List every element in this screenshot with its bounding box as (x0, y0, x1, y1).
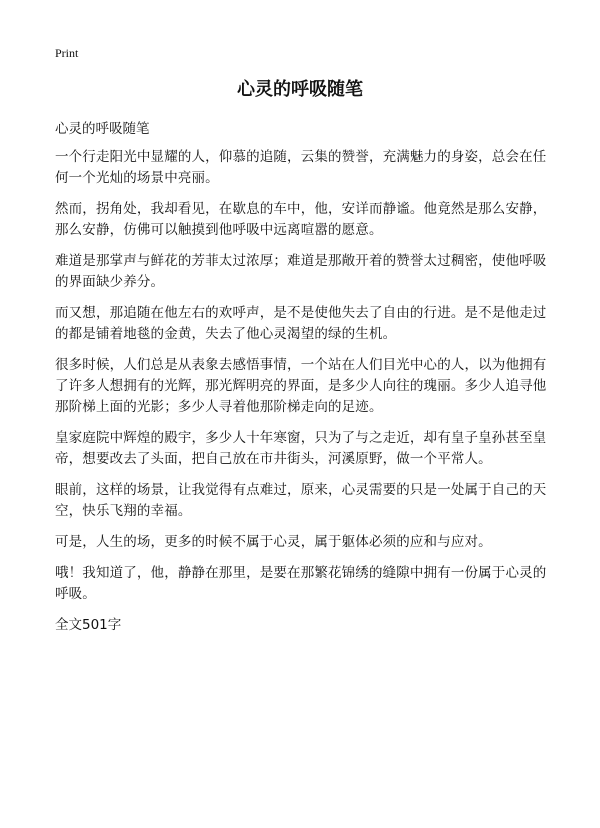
paragraph: 眼前，这样的场景，让我觉得有点难过，原来，心灵需要的只是一处属于自己的天空，快乐飞翔的幸福。 (55, 482, 547, 519)
paragraph: 然而，拐角处，我却看见，在歇息的车中，他，安详而静谧。他竟然是那么安静，那么安静，仿佛可以触摸到他呼吸中远离喧嚣的愿意。 (55, 201, 547, 238)
paragraph: 很多时候，人们总是从表象去感悟事情，一个站在人们目光中心的人，以为他拥有了许多人想拥有的光辉，那光辉明亮的界面，是多少人向往的瑰丽。多少人追寻他那阶梯上面的光影；多少人寻着他那阶梯走向的足迹。 (55, 357, 547, 415)
paragraph: 哦！我知道了，他，静静在那里，是要在那繁花锦绣的缝隙中拥有一份属于心灵的呼吸。 (55, 565, 547, 602)
word-count: 全文501字 (55, 617, 122, 633)
paragraph: 皇家庭院中辉煌的殿宇，多少人十年寒窗，只为了与之走近，却有皇子皇孙甚至皇帝，想要改去了头面，把自己放在市井街头，河溪原野，做一个平常人。 (55, 430, 547, 467)
article-subtitle: 心灵的呼吸随笔 (55, 121, 150, 137)
paragraph: 难道是那掌声与鲜花的芳菲太过浓厚；难道是那敞开着的赞誉太过稠密，使他呼吸的界面缺少养分。 (55, 253, 547, 290)
paragraph: 而又想，那追随在他左右的欢呼声，是不是使他失去了自由的行进。是不是他走过的都是铺着地毯的金黄，失去了他心灵渴望的绿的生机。 (55, 305, 547, 342)
page-title: 心灵的呼吸随笔 (237, 79, 363, 100)
article-body (55, 119, 555, 635)
print-link[interactable]: Print (55, 46, 79, 60)
paragraph: 可是，人生的场，更多的时候不属于心灵，属于躯体必须的应和与应对。 (55, 534, 492, 550)
paragraph: 一个行走阳光中显耀的人，仰慕的追随，云集的赞誉，充满魅力的身姿，总会在任何一个光灿的场景中亮丽。 (55, 149, 547, 186)
